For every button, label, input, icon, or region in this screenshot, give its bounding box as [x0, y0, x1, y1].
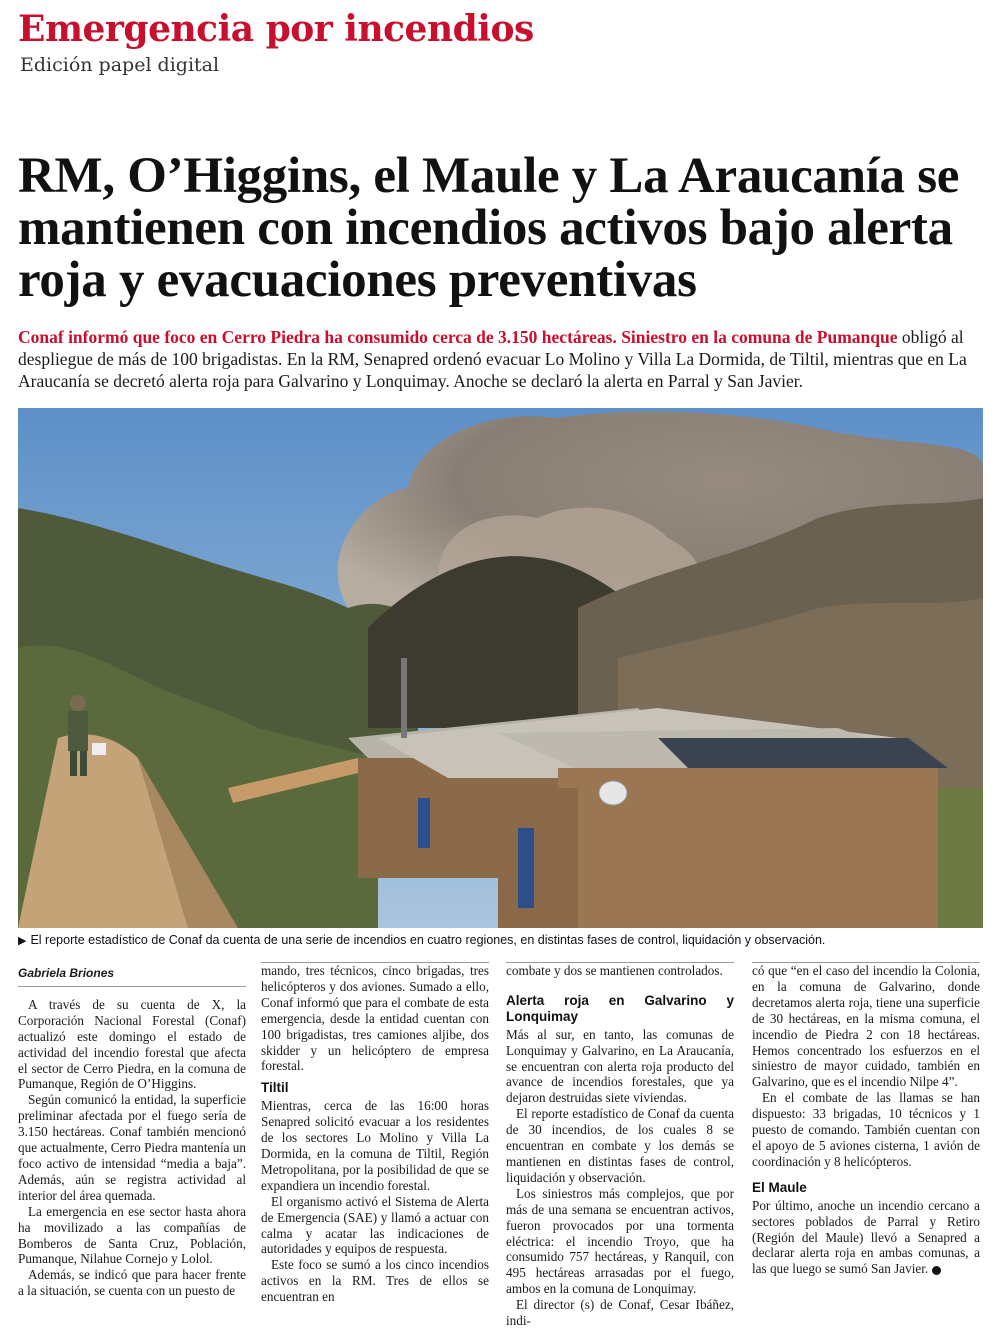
col1-paragraph-2: Según comunicó la entidad, la superficie preliminar afectada por el fuego sería de 3.150 hectáreas. Conaf también mencionó que actualmente, Cerro Piedra mantenía un foco activo de intensidad “media a baja”. Además, aún se registra actividad al interior del área quemada.: [18, 1092, 246, 1203]
lead-highlight-2: Siniestro en la comuna de Pumanque: [621, 327, 898, 347]
photo-caption: [18, 933, 983, 947]
col4-paragraph-2: En el combate de las llamas se han dispuesto: 33 brigadas, 10 técnicos y 1 puesto de comando. También cuentan con el apoyo de 5 aviones cisterna, 1 avión de coordinación y 8 helicópteros.: [752, 1090, 980, 1169]
col3-paragraph-2: Más al sur, en tanto, las comunas de Lonquimay y Galvarino, en La Araucanía, se encuentran con alerta roja producto del avance de incendios forestales, que ya dejaron destruidas siete viviendas.: [506, 1026, 734, 1106]
column-1: [18, 962, 246, 1299]
section-title: Emergencia por incendios: [18, 8, 534, 50]
col4-subheading: El Maule: [752, 1179, 807, 1195]
col2-subheading: Tiltil: [261, 1080, 289, 1096]
byline: Gabriela Briones: [18, 962, 246, 987]
column-2: [261, 962, 489, 1305]
triangle-bullet-icon: ▶: [18, 935, 27, 947]
lead-paragraph: [18, 326, 980, 392]
caption-text: El reporte estadístico de Conaf da cuenta de una serie de incendios en cuatro regiones, en distintas fases de control, liquidación y observación.: [30, 933, 826, 947]
edition-label: Edición papel digital: [20, 54, 220, 76]
col2-paragraph-3: El organismo activó el Sistema de Alerta de Emergencia (SAE) y llamó a actuar con calma y acatar las indicaciones de autoridades y equipos de respuesta.: [261, 1193, 489, 1257]
wildfire-photo: [18, 408, 983, 928]
col2-paragraph-4: Este foco se sumó a los cinco incendios activos en la RM. Tres de ellos se encuentran en: [261, 1257, 489, 1305]
lead-highlight-1: Conaf informó que foco en Cerro Piedra ha consumido cerca de 3.150 hectáreas.: [18, 327, 617, 347]
col3-paragraph-5: El director (s) de Conaf, Cesar Ibáñez, indi-: [506, 1297, 734, 1329]
col1-paragraph-3: La emergencia en ese sector hasta ahora ha movilizado a las compañías de Bomberos de Santa Cruz, Población, Pumanque, Nilahue Cornejo y Lolol.: [18, 1203, 246, 1267]
wildfire-photo-illustration: [18, 408, 983, 928]
col2-paragraph-2: Mientras, cerca de las 16:00 horas Senapred solicitó evacuar a los residentes de los sectores Lo Molino y Villa La Dormida, en la comuna de Tiltil, Región Metropolitana, por la posibilidad de que se expandiera un incendio forestal.: [261, 1098, 489, 1193]
col3-paragraph-1: combate y dos se mantienen controlados.: [506, 963, 723, 978]
col2-paragraph-1: mando, tres técnicos, cinco brigadas, tres helicópteros y dos aviones. Sumado a ello, Conaf informó que para el combate de esta emergencia, desde la entidad cuentan con 100 brigadistas, tres camiones aljibe, dos skidder y un helicóptero de empresa forestal.: [261, 963, 489, 1074]
col4-paragraph-1: có que “en el caso del incendio la Colonia, en la comuna de Galvarino, donde decretamos alerta roja, tiene una superficie de 30 hectáreas, en la misma comuna, el incendio de Piedra 2 con 18 hectáreas. Hemos concentrado los esfuerzos en el siniestro de mayor cuidado, también en Galvarino, que es el incendio Nilpe 4”.: [752, 963, 980, 1090]
col4-paragraph-3: [752, 1198, 980, 1278]
col3-subheading: Alerta roja en Galvarino y Lonquimay: [506, 992, 734, 1024]
column-4: [752, 962, 980, 1277]
col1-paragraph-1: A través de su cuenta de X, la Corporación Nacional Forestal (Conaf) actualizó este domingo el estado de actividad del incendio forestal que afecta el sector de Cerro Piedra, en la comuna de Pumanque, Región de O’Higgins.: [18, 996, 246, 1092]
col3-paragraph-4: Los siniestros más complejos, que por más de una semana se encuentran activos, fueron provocados por una tormenta eléctrica: el incendio Troyo, que ha consumido 757 hectáreas, y Ranquil, con 495 hectáreas arrasadas por el fuego, ambos en la comuna de Lonquimay.: [506, 1185, 734, 1297]
lead-text: obligó al despliegue de más de 100 brigadistas. En la RM, Senapred ordenó evacuar Lo Molino y Villa La Dormida, de Tiltil, mientras que en La Araucanía se decretó alerta roja para Galvarino y Lonquimay. Anoche se declaró la alerta en Parral y San Javier.: [18, 327, 967, 391]
col1-paragraph-4: Además, se indicó que para hacer frente a la situación, se cuenta con un puesto de: [18, 1267, 246, 1299]
column-3: [506, 962, 734, 1329]
col3-paragraph-3: El reporte estadístico de Conaf da cuenta de 30 incendios, de los cuales 8 se encuentran en combate y los demás se mantienen en distintas fases de control, liquidación y observación.: [506, 1106, 734, 1185]
headline: RM, O’Higgins, el Maule y La Araucanía se mantienen con incendios activos bajo alerta roja y evacuaciones preventivas: [18, 148, 960, 308]
col4-paragraph-3-text: Por último, anoche un incendio cercano a sectores poblados de Parral y Retiro (Región del Maule) llevó a Senapred a declarar alerta roja en ambas comunas, a las que luego se sumó San Javier.: [752, 1197, 980, 1277]
end-of-article-icon: [932, 1266, 941, 1275]
